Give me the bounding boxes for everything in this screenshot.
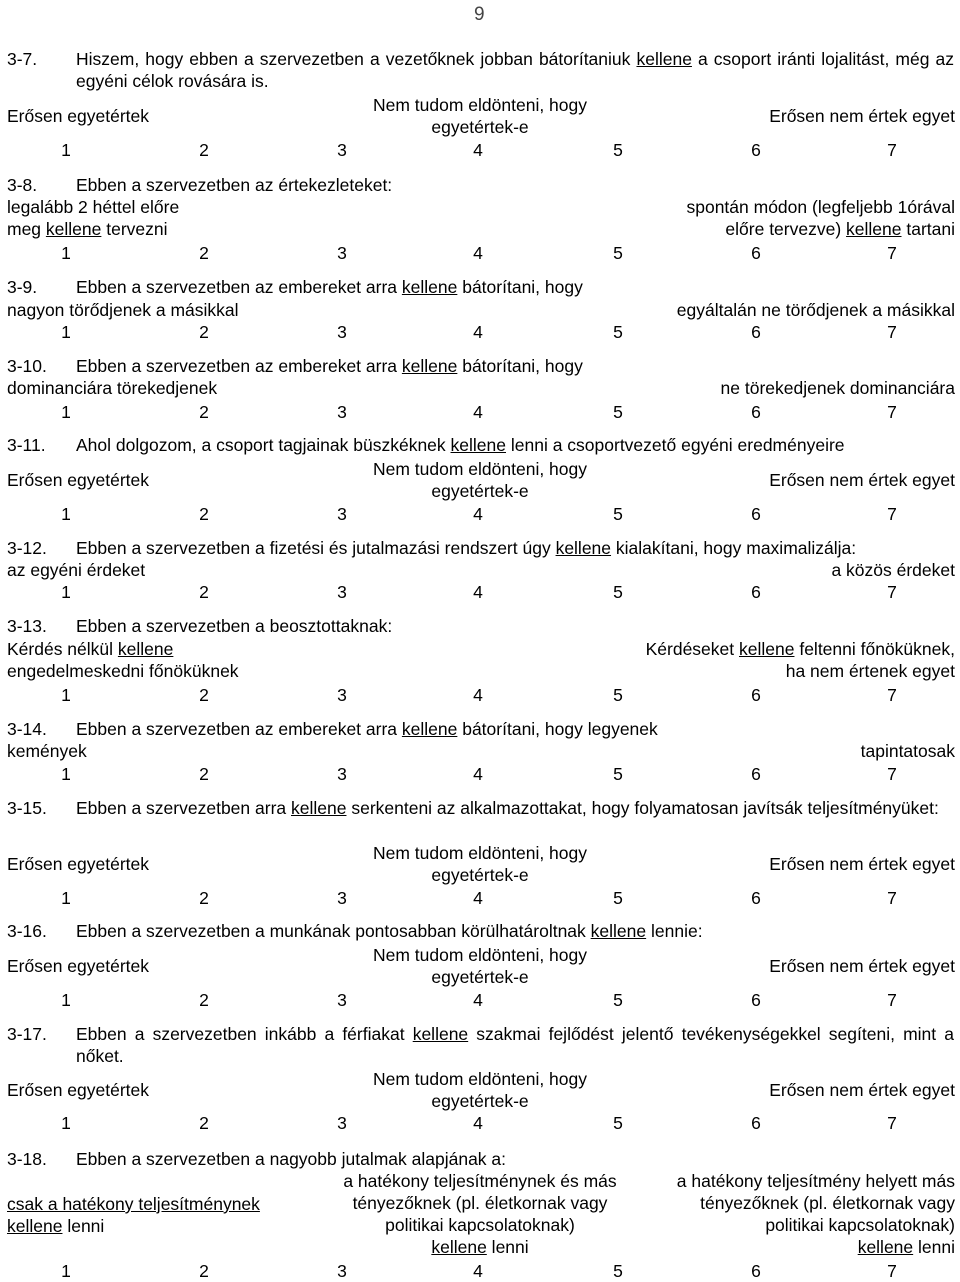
scale-option-3[interactable]: 3 (337, 990, 347, 1010)
question-text: Ebben a szervezetben az embereket arra kellene bátorítani, hogy legyenek (76, 719, 658, 739)
scale-option-1[interactable]: 1 (61, 888, 71, 908)
scale-option-1[interactable]: 1 (61, 685, 71, 705)
agree-label: Erősen egyetértek (7, 854, 150, 874)
question-number: 3-18. (7, 1149, 47, 1169)
scale-option-4[interactable]: 4 (473, 582, 483, 602)
left-anchor: az egyéni érdeket (7, 560, 146, 580)
right-anchor: spontán módon (legfeljebb 1órával előre tervezve) kellene tartani (686, 197, 955, 239)
rating-scale[interactable] (0, 887, 960, 909)
right-anchor: egyáltalán ne törődjenek a másikkal (676, 300, 955, 320)
question-text: Hiszem, hogy ebben a szervezetben a vezetőknek jobban bátorítaniuk kellene a csoport iránti lojalitást, még az egyéni célok rovására is. (76, 49, 954, 91)
scale-option-7[interactable]: 7 (887, 1261, 897, 1281)
question-number: 3-11. (7, 435, 46, 455)
scale-option-4[interactable]: 4 (473, 990, 483, 1010)
scale-option-5[interactable]: 5 (613, 764, 623, 784)
scale-option-7[interactable]: 7 (887, 402, 897, 422)
left-anchor: kemények (7, 741, 87, 761)
scale-option-7[interactable]: 7 (887, 888, 897, 908)
question-text: Ebben a szervezetben az értekezleteket: (76, 175, 393, 195)
rating-scale[interactable] (0, 684, 960, 706)
disagree-label: Erősen nem értek egyet (769, 106, 955, 126)
question-number: 3-12. (7, 538, 47, 558)
scale-option-3[interactable]: 3 (337, 322, 347, 342)
middle-anchor: a hatékony teljesítménynek és más tényezőknek (pl. életkornak vagy politikai kapcsolatoknak) kellene lenni (343, 1171, 617, 1257)
question-number: 3-15. (7, 798, 47, 818)
rating-scale[interactable] (0, 139, 960, 161)
agree-label: Erősen egyetértek (7, 1080, 150, 1100)
scale-option-7[interactable]: 7 (887, 140, 897, 160)
question-text: Ebben a szervezetben a beosztottaknak: (76, 616, 393, 636)
agree-label: Erősen egyetértek (7, 106, 150, 126)
scale-option-5[interactable]: 5 (613, 140, 623, 160)
scale-option-2[interactable]: 2 (199, 764, 209, 784)
right-anchor: a hatékony teljesítmény helyett más tényezőknek (pl. életkornak vagy politikai kapcsolatoknak) kellene lenni (676, 1171, 955, 1257)
scale-option-2[interactable]: 2 (199, 685, 209, 705)
scale-option-6[interactable]: 6 (751, 685, 761, 705)
left-anchor: nagyon törődjenek a másikkal (7, 300, 239, 320)
scale-option-6[interactable]: 6 (751, 1113, 761, 1133)
scale-option-1[interactable]: 1 (61, 322, 71, 342)
left-anchor: Kérdés nélkül kellene engedelmeskedni főnöküknek (7, 639, 239, 681)
scale-option-1[interactable]: 1 (61, 582, 71, 602)
rating-scale[interactable] (0, 503, 960, 525)
scale-option-1[interactable]: 1 (61, 243, 71, 263)
scale-option-4[interactable]: 4 (473, 140, 483, 160)
scale-option-2[interactable]: 2 (199, 582, 209, 602)
question-text: Ebben a szervezetben a munkának pontosabban körülhatároltnak kellene lennie: (76, 921, 703, 941)
scale-option-5[interactable]: 5 (613, 504, 623, 524)
scale-option-3[interactable]: 3 (337, 1113, 347, 1133)
neutral-label: Nem tudom eldönteni, hogy egyetértek-e (372, 1069, 588, 1111)
scale-option-5[interactable]: 5 (613, 990, 623, 1010)
question-number: 3-10. (7, 356, 47, 376)
scale-option-2[interactable]: 2 (199, 1113, 209, 1133)
scale-option-5[interactable]: 5 (613, 1261, 623, 1281)
scale-option-1[interactable]: 1 (61, 1261, 71, 1281)
scale-option-6[interactable]: 6 (751, 888, 761, 908)
scale-option-1[interactable]: 1 (61, 990, 71, 1010)
left-anchor: legalább 2 héttel előre meg kellene tervezni (7, 197, 180, 239)
rating-scale[interactable] (0, 581, 960, 603)
right-anchor: Kérdéseket kellene feltenni főnöküknek, ha nem értenek egyet (645, 639, 955, 681)
right-anchor: tapintatosak (860, 741, 955, 761)
rating-scale[interactable] (0, 401, 960, 423)
question-number: 3-16. (7, 921, 47, 941)
scale-option-3[interactable]: 3 (337, 685, 347, 705)
scale-option-7[interactable]: 7 (887, 582, 897, 602)
scale-option-2[interactable]: 2 (199, 322, 209, 342)
disagree-label: Erősen nem értek egyet (769, 470, 955, 490)
scale-option-1[interactable]: 1 (61, 402, 71, 422)
scale-option-1[interactable]: 1 (61, 140, 71, 160)
scale-option-4[interactable]: 4 (473, 1261, 483, 1281)
rating-scale[interactable] (0, 989, 960, 1011)
scale-option-3[interactable]: 3 (337, 764, 347, 784)
question-text: Ebben a szervezetben a fizetési és jutalmazási rendszert úgy kellene kialakítani, hogy maximalizálja: (76, 538, 857, 558)
scale-option-6[interactable]: 6 (751, 140, 761, 160)
scale-option-7[interactable]: 7 (887, 243, 897, 263)
scale-option-1[interactable]: 1 (61, 764, 71, 784)
scale-option-2[interactable]: 2 (199, 990, 209, 1010)
question-text: Ebben a szervezetben az embereket arra kellene bátorítani, hogy (76, 277, 583, 297)
rating-scale[interactable] (0, 321, 960, 343)
scale-option-6[interactable]: 6 (751, 402, 761, 422)
scale-option-7[interactable]: 7 (887, 504, 897, 524)
rating-scale[interactable] (0, 1112, 960, 1134)
scale-option-3[interactable]: 3 (337, 504, 347, 524)
question-number: 3-14. (7, 719, 47, 739)
scale-option-2[interactable]: 2 (199, 243, 209, 263)
agree-label: Erősen egyetértek (7, 470, 150, 490)
scale-option-7[interactable]: 7 (887, 1113, 897, 1133)
scale-option-2[interactable]: 2 (199, 504, 209, 524)
scale-option-2[interactable]: 2 (199, 1261, 209, 1281)
scale-option-4[interactable]: 4 (473, 764, 483, 784)
scale-option-4[interactable]: 4 (473, 685, 483, 705)
neutral-label: Nem tudom eldönteni, hogy egyetértek-e (372, 95, 588, 137)
page-number: 9 (474, 4, 485, 25)
question-number: 3-8. (7, 175, 38, 195)
scale-option-4[interactable]: 4 (473, 888, 483, 908)
question-number: 3-17. (7, 1024, 47, 1044)
neutral-label: Nem tudom eldönteni, hogy egyetértek-e (372, 843, 588, 885)
scale-option-2[interactable]: 2 (199, 402, 209, 422)
scale-option-6[interactable]: 6 (751, 243, 761, 263)
scale-option-3[interactable]: 3 (337, 402, 347, 422)
disagree-label: Erősen nem értek egyet (769, 1080, 955, 1100)
scale-option-4[interactable]: 4 (473, 322, 483, 342)
scale-option-7[interactable]: 7 (887, 764, 897, 784)
scale-option-6[interactable]: 6 (751, 322, 761, 342)
scale-option-5[interactable]: 5 (613, 1113, 623, 1133)
scale-option-5[interactable]: 5 (613, 243, 623, 263)
right-anchor: ne törekedjenek dominanciára (720, 378, 955, 398)
neutral-label: Nem tudom eldönteni, hogy egyetértek-e (372, 459, 588, 501)
question-text: Ebben a szervezetben a nagyobb jutalmak alapjának a: (76, 1149, 507, 1169)
question-number: 3-13. (7, 616, 47, 636)
scale-option-6[interactable]: 6 (751, 582, 761, 602)
rating-scale[interactable] (0, 763, 960, 785)
question-number: 3-9. (7, 277, 38, 297)
scale-option-6[interactable]: 6 (751, 1261, 761, 1281)
question-text: Ebben a szervezetben inkább a férfiakat kellene szakmai fejlődést jelentő tevékenységekkel segíteni, mint a nőket. (76, 1024, 954, 1066)
scale-option-5[interactable]: 5 (613, 402, 623, 422)
scale-option-7[interactable]: 7 (887, 322, 897, 342)
question-text: Ahol dolgozom, a csoport tagjainak büszkéknek kellene lenni a csoportvezető egyéni eredményeire (76, 435, 845, 455)
scale-option-4[interactable]: 4 (473, 402, 483, 422)
agree-label: Erősen egyetértek (7, 956, 150, 976)
scale-option-3[interactable]: 3 (337, 243, 347, 263)
scale-option-4[interactable]: 4 (473, 1113, 483, 1133)
scale-option-5[interactable]: 5 (613, 582, 623, 602)
scale-option-2[interactable]: 2 (199, 140, 209, 160)
left-anchor: csak a hatékony teljesítménynek kellene lenni (7, 1194, 260, 1236)
scale-option-2[interactable]: 2 (199, 888, 209, 908)
question-number: 3-7. (7, 49, 38, 69)
scale-option-3[interactable]: 3 (337, 582, 347, 602)
scale-option-3[interactable]: 3 (337, 140, 347, 160)
scale-option-3[interactable]: 3 (337, 888, 347, 908)
rating-scale[interactable] (0, 242, 960, 264)
left-anchor: dominanciára törekedjenek (7, 378, 218, 398)
scale-option-6[interactable]: 6 (751, 504, 761, 524)
scale-option-6[interactable]: 6 (751, 764, 761, 784)
scale-option-1[interactable]: 1 (61, 1113, 71, 1133)
disagree-label: Erősen nem értek egyet (769, 854, 955, 874)
scale-option-4[interactable]: 4 (473, 243, 483, 263)
question-text: Ebben a szervezetben az embereket arra kellene bátorítani, hogy (76, 356, 583, 376)
scale-option-6[interactable]: 6 (751, 990, 761, 1010)
scale-option-5[interactable]: 5 (613, 685, 623, 705)
right-anchor: a közös érdeket (831, 560, 955, 580)
scale-option-4[interactable]: 4 (473, 504, 483, 524)
scale-option-7[interactable]: 7 (887, 990, 897, 1010)
disagree-label: Erősen nem értek egyet (769, 956, 955, 976)
scale-option-5[interactable]: 5 (613, 888, 623, 908)
scale-option-1[interactable]: 1 (61, 504, 71, 524)
scale-option-7[interactable]: 7 (887, 685, 897, 705)
question-text: Ebben a szervezetben arra kellene serkenteni az alkalmazottakat, hogy folyamatosan javítsák teljesítményüket: (76, 798, 939, 818)
neutral-label: Nem tudom eldönteni, hogy egyetértek-e (372, 945, 588, 987)
scale-option-3[interactable]: 3 (337, 1261, 347, 1281)
scale-option-5[interactable]: 5 (613, 322, 623, 342)
